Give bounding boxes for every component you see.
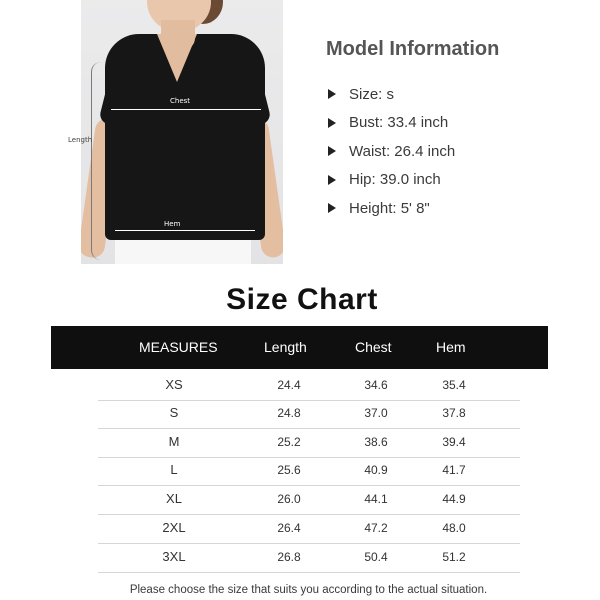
bullet-triangle-icon [328,203,336,213]
info-item-size [328,80,455,109]
bullet-triangle-icon [328,118,336,128]
table-row [98,513,520,544]
header-chest: Chest [355,339,392,355]
size-cell: L [170,462,178,477]
info-item-bust [328,109,455,138]
chest-measure-line [111,109,261,110]
header-hem: Hem [436,339,466,355]
size-chart-title: Size Chart [226,283,378,316]
model-info-title: Model Information [326,38,500,60]
chest-cell: 40.9 [364,463,388,477]
chest-cell: 34.6 [364,378,388,392]
chest-cell: 38.6 [364,435,388,449]
size-cell: M [168,434,180,449]
table-row [98,370,520,401]
info-value: 26.4 inch [394,142,456,160]
info-value: 39.0 inch [379,171,441,189]
length-cell: 26.4 [277,521,301,535]
bullet-triangle-icon [328,175,336,185]
chest-cell: 44.1 [364,492,388,506]
table-row [98,427,520,458]
length-measure-bracket [91,62,102,260]
info-item-waist [328,137,455,166]
length-cell: 26.0 [277,492,301,506]
info-value: 5' 8" [400,199,430,217]
header-measures: MEASURES [139,339,218,355]
hem-cell: 35.4 [442,378,466,392]
hem-cell: 48.0 [442,521,466,535]
size-cell: S [169,405,179,420]
length-label: Length [68,136,93,144]
info-label: Waist: [349,142,391,160]
length-cell: 25.2 [277,435,301,449]
size-cell: XL [166,491,182,506]
bullet-triangle-icon [328,146,336,156]
info-item-hip [328,166,455,195]
hem-label: Hem [164,220,181,228]
hem-cell: 39.4 [442,435,466,449]
model-skirt [115,240,251,264]
hem-cell: 37.8 [442,406,466,420]
chest-label: Chest [170,97,191,105]
table-row [98,542,520,573]
table-row [98,455,520,486]
length-cell: 25.6 [277,463,301,477]
size-advice-note: Please choose the size that suits you according to the actual situation. [129,584,488,596]
info-label: Height: [349,199,397,217]
model-info-list [328,80,455,223]
size-cell: 3XL [162,549,186,564]
size-chart-header [51,326,548,369]
info-label: Hip: [349,171,376,189]
length-cell: 24.8 [277,406,301,420]
bullet-triangle-icon [328,89,336,99]
size-cell: 2XL [162,520,186,535]
hem-measure-line [115,230,255,231]
hem-cell: 51.2 [442,550,466,564]
chest-cell: 50.4 [364,550,388,564]
hem-cell: 44.9 [442,492,466,506]
hem-cell: 41.7 [442,463,466,477]
header-length: Length [264,339,307,355]
info-item-height [328,194,455,223]
product-photo [81,0,283,264]
info-value: 33.4 inch [387,114,449,132]
length-cell: 24.4 [277,378,301,392]
chest-cell: 37.0 [364,406,388,420]
table-row [98,484,520,515]
chest-cell: 47.2 [364,521,388,535]
info-label: Size: [349,85,383,103]
length-cell: 26.8 [277,550,301,564]
shirt-v-neck [157,34,197,82]
info-value: s [386,85,395,103]
size-cell: XS [165,377,183,392]
info-label: Bust: [349,114,384,132]
table-row [98,398,520,429]
